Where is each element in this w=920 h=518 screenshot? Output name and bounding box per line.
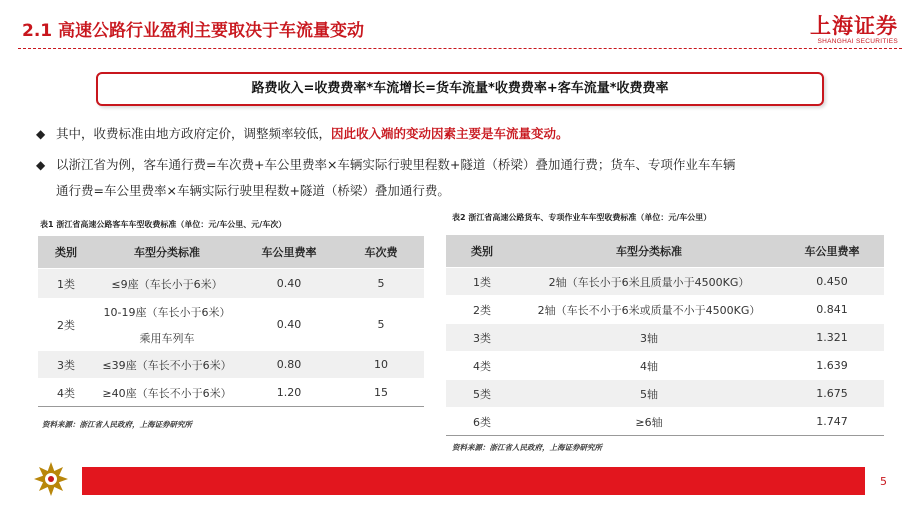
cell-standard: ≤9座（车长小于6米） [94, 269, 240, 299]
cell-rate: 1.321 [780, 324, 884, 352]
table2-caption: 表2 浙江省高速公路货车、专项作业车车型收费标准（单位：元/车公里） [452, 213, 712, 222]
cell-rate: 0.80 [240, 351, 338, 379]
cell-category: 1类 [446, 268, 518, 296]
table-row [38, 299, 424, 325]
company-emblem-icon [33, 461, 69, 497]
cell-standard: 4轴 [518, 352, 780, 380]
logo-name-cn: 上海证券 [810, 13, 898, 38]
cell-standard: 3轴 [518, 324, 780, 352]
footer-bar [82, 467, 865, 495]
cell-fee: 5 [338, 299, 424, 351]
cell-rate: 0.450 [780, 268, 884, 296]
table-row [446, 380, 884, 408]
table-header-row [38, 236, 424, 269]
cell-rate: 1.20 [240, 379, 338, 407]
page-title: 2.1 高速公路行业盈利主要取决于车流量变动 [22, 21, 365, 41]
cell-standard: 5轴 [518, 380, 780, 408]
cell-standard: 2轴（车长不小于6米或质量不小于4500KG） [518, 296, 780, 324]
table-row [38, 379, 424, 407]
truck-fee-table [446, 235, 884, 436]
column-header: 类别 [38, 236, 94, 269]
table-row [446, 296, 884, 324]
logo-name-en: SHANGHAI SECURITIES [817, 38, 898, 45]
cell-category: 2类 [446, 296, 518, 324]
cell-standard: ≥40座（车长不小于6米） [94, 379, 240, 407]
table-row [38, 269, 424, 299]
table-row [446, 268, 884, 296]
cell-fee: 15 [338, 379, 424, 407]
page-number: 5 [880, 475, 887, 488]
passenger-fee-table [38, 236, 424, 407]
cell-category: 4类 [446, 352, 518, 380]
cell-category: 5类 [446, 380, 518, 408]
bullet-2 [36, 152, 896, 204]
diamond-bullet-icon: ◆ [36, 158, 46, 172]
table-row [446, 408, 884, 436]
column-header: 车次费 [338, 236, 424, 269]
cell-category: 6类 [446, 408, 518, 436]
bullet-1-text [56, 121, 569, 147]
column-header: 车型分类标准 [518, 235, 780, 268]
cell-rate: 0.40 [240, 299, 338, 351]
table-row [38, 351, 424, 379]
table2-source: 资料来源：浙江省人民政府，上海证券研究所 [452, 443, 602, 452]
cell-category: 3类 [38, 351, 94, 379]
bullet-1-highlight: 因此收入端的变动因素主要是车流量变动。 [331, 126, 569, 141]
cell-category: 4类 [38, 379, 94, 407]
cell-rate: 1.747 [780, 408, 884, 436]
cell-standard: 乘用车列车 [94, 325, 240, 351]
table-header-row [446, 235, 884, 268]
cell-fee: 5 [338, 269, 424, 299]
cell-standard: ≤39座（车长不小于6米） [94, 351, 240, 379]
bullet-2-line-1: 以浙江省为例，客车通行费=车次费+车公里费率×车辆实际行驶里程数+隧道（桥梁）叠加通行费；货车、专项作业车车辆 [56, 157, 736, 172]
cell-category: 2类 [38, 299, 94, 351]
column-header: 车公里费率 [780, 235, 884, 268]
cell-rate: 0.40 [240, 269, 338, 299]
column-header: 车公里费率 [240, 236, 338, 269]
table1-source: 资料来源：浙江省人民政府，上海证券研究所 [42, 420, 192, 429]
cell-rate: 1.639 [780, 352, 884, 380]
table-row [446, 352, 884, 380]
column-header: 车型分类标准 [94, 236, 240, 269]
column-header: 类别 [446, 235, 518, 268]
cell-standard: 10-19座（车长小于6米） [94, 299, 240, 325]
brand-logo [810, 10, 898, 45]
table1-caption: 表1 浙江省高速公路客车车型收费标准（单位：元/车公里、元/车次） [40, 220, 287, 229]
cell-category: 1类 [38, 269, 94, 299]
cell-rate: 0.841 [780, 296, 884, 324]
cell-fee: 10 [338, 351, 424, 379]
bullet-1-prefix: 其中，收费标准由地方政府定价，调整频率较低， [56, 126, 332, 141]
cell-category: 3类 [446, 324, 518, 352]
bullet-1 [36, 121, 896, 147]
bullet-2-line-2: 通行费=车公里费率×车辆实际行驶里程数+隧道（桥梁）叠加通行费。 [56, 183, 450, 198]
table-row [446, 324, 884, 352]
cell-rate: 1.675 [780, 380, 884, 408]
header-divider [18, 48, 902, 49]
cell-standard: ≥6轴 [518, 408, 780, 436]
formula-box: 路费收入=收费费率*车流增长=货车流量*收费费率+客车流量*收费费率 [96, 72, 824, 106]
cell-standard: 2轴（车长小于6米且质量小于4500KG） [518, 268, 780, 296]
diamond-bullet-icon: ◆ [36, 127, 46, 141]
